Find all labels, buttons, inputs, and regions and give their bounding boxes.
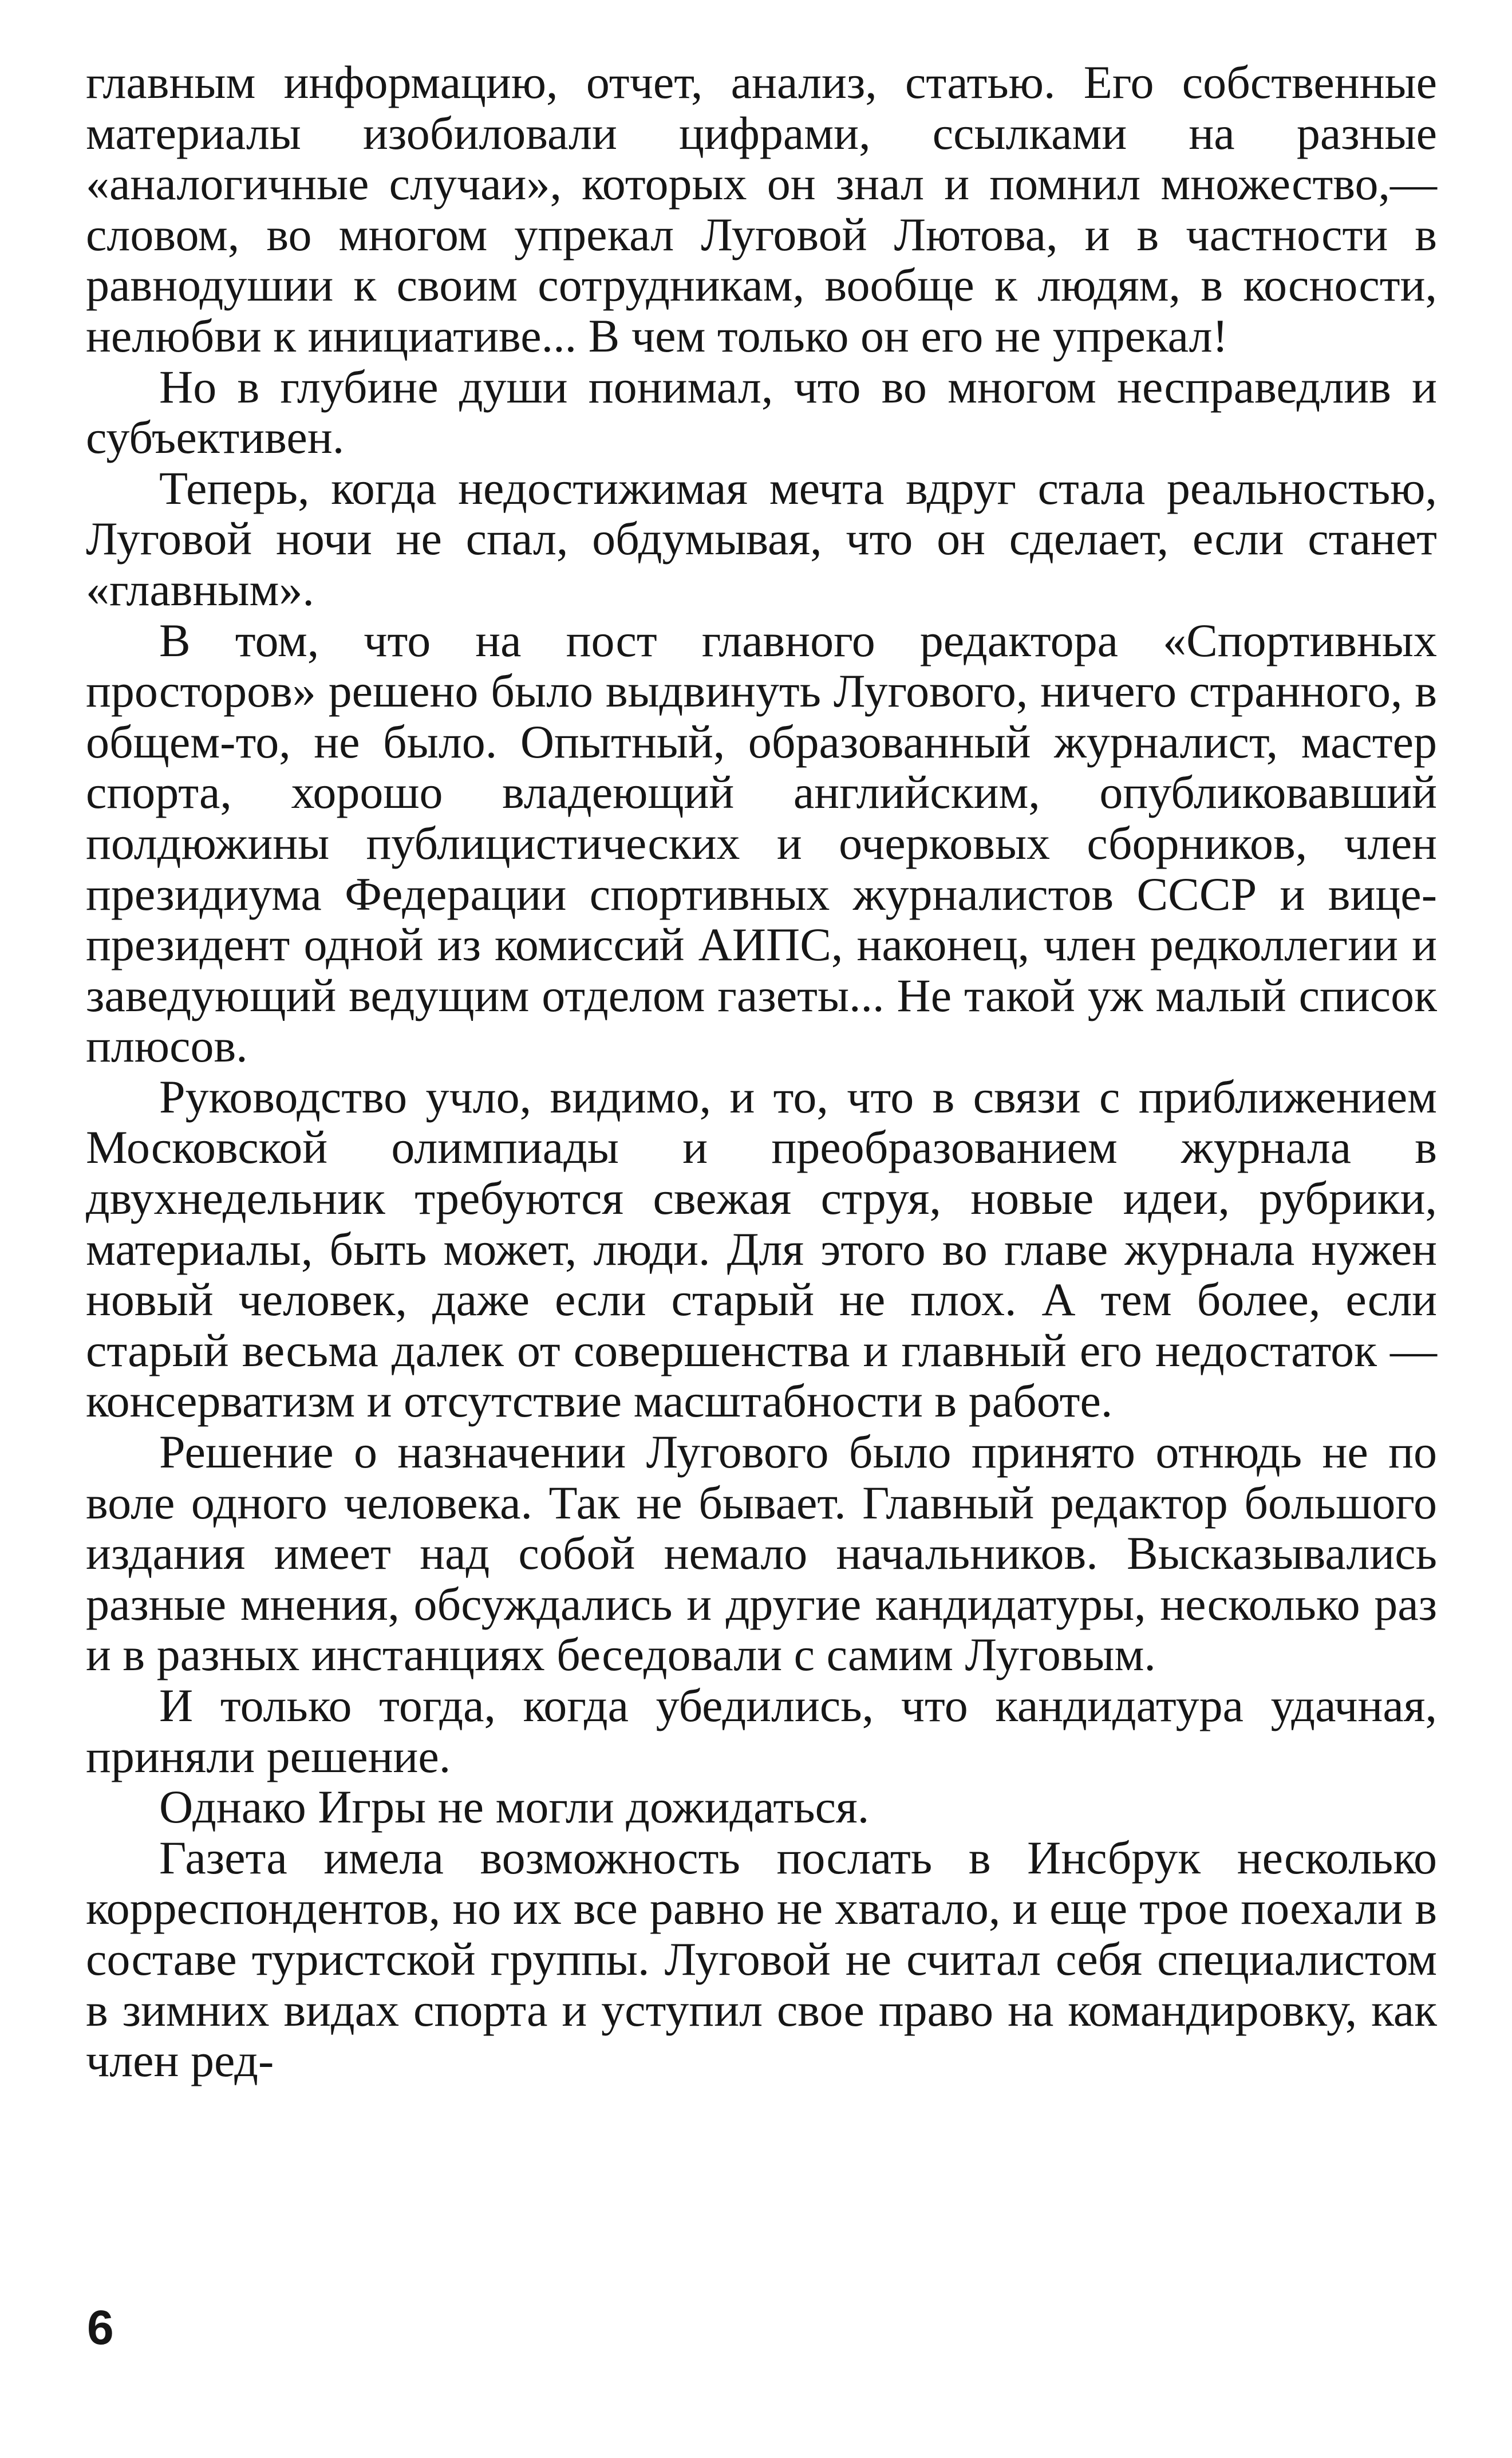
paragraph-8: Однако Игры не могли дожидаться. xyxy=(159,1781,870,1833)
paragraph-2: Но в глубине души понимал, что во многом несправедлив и субъективен. xyxy=(86,360,1437,464)
paragraph-4: В том, что на пост главного редактора «Спортивных просторов» решено было выдвинуть Лугового, ничего странного, в общем-то, не было. Опытный, образованный журналист, мастер спорта, хорошо владеющий английским, опубликовавший полдюжины публицистических и очерковых сборников, член президиума Федерации спортивных журналистов СССР и вице-президент одной из комиссий АИПС, наконец, член редколлегии и заведующий ведущим отделом газеты... Не такой уж малый список плюсов. xyxy=(86,614,1437,1072)
paragraph-7: И только тогда, когда убедились, что кандидатура удачная, приняли решение. xyxy=(86,1679,1437,1782)
paragraph-9: Газета имела возможность послать в Инсбрук несколько корреспондентов, но их все равно не хватало, и еще трое поехали в составе туристской группы. Луговой не считал себя специалистом в зимних видах спорта и уступил свое право на командировку, как член ред- xyxy=(86,1831,1437,2087)
page-body xyxy=(86,57,1437,2086)
paragraph-5: Руководство учло, видимо, и то, что в связи с приближением Московской олимпиады и преобразованием журнала в двухнедельник требуются свежая струя, новые идеи, рубрики, материалы, быть может, люди. Для этого во главе журнала нужен новый человек, даже если старый не плох. А тем более, если старый весьма далек от совершенства и главный его недостаток — консерватизм и отсутствие масштабности в работе. xyxy=(86,1070,1437,1427)
paragraph-3: Теперь, когда недостижимая мечта вдруг стала реальностью, Луговой ночи не спал, обдумывая, что он сделает, если станет «главным». xyxy=(86,461,1437,616)
page-number: 6 xyxy=(87,2301,114,2354)
paragraph-6: Решение о назначении Лугового было принято отнюдь не по воле одного человека. Так не бывает. Главный редактор большого издания имеет над собой немало начальников. Высказывались разные мнения, обсуждались и другие кандидатуры, несколько раз и в разных инстанциях беседовали с самим Луговым. xyxy=(86,1426,1437,1681)
paragraph-1: главным информацию, отчет, анализ, статью. Его собственные материалы изобиловали цифрами, ссылками на разные «аналогичные случаи», которых он знал и помнил множество,— словом, во многом упрекал Луговой Лютова, и в частности в равнодушии к своим сотрудникам, вообще к людям, в косности, нелюбви к инициативе... В чем только он его не упрекал! xyxy=(86,56,1437,362)
